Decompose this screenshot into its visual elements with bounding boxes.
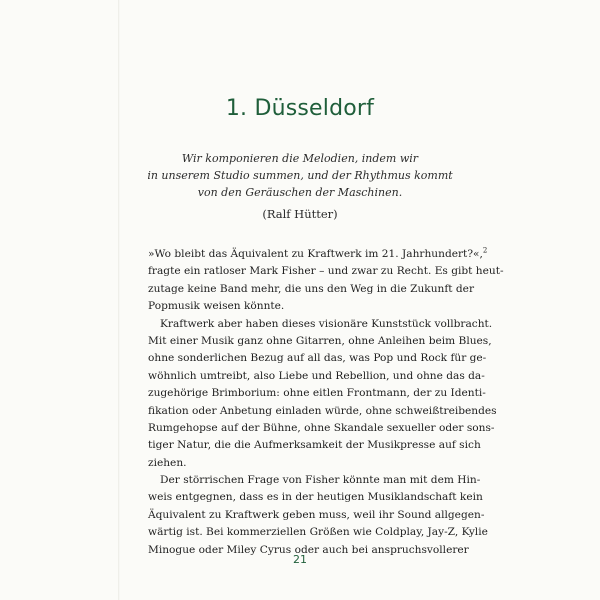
text-line: Minogue oder Miley Cyrus oder auch bei anspruchsvollerer: [148, 543, 469, 556]
text-line: [148, 246, 488, 263]
text-line: ohne sonderlichen Bezug auf all das, was Pop und Rock für ge-: [148, 352, 487, 365]
body-text: [148, 246, 504, 559]
page-gutter-shadow: [118, 0, 120, 600]
text-line: Kraftwerk aber haben dieses visionäre Kunststück vollbracht.: [160, 317, 493, 330]
text-line: Popmusik weisen könnte.: [148, 300, 285, 313]
page-number: 21: [293, 553, 307, 566]
paragraph-1: [148, 246, 504, 316]
chapter-title: 1. Düsseldorf: [225, 96, 375, 121]
text-line: zutage keine Band mehr, die uns den Weg in die Zukunft der: [148, 282, 475, 295]
footnote-ref[interactable]: 2: [482, 246, 488, 255]
epigraph-attribution: (Ralf Hütter): [262, 207, 338, 221]
text-line: zugehörige Brimborium: ohne eitlen Frontmann, der zu Identi-: [148, 387, 486, 400]
text-line: wärtig ist. Bei kommerziellen Größen wie Coldplay, Jay-Z, Kylie: [148, 526, 488, 539]
text-line: tiger Natur, die die Aufmerksamkeit der Musikpresse auf sich: [148, 439, 481, 452]
paragraph-3: [148, 472, 488, 559]
text-line: weis entgegnen, dass es in der heutigen Musiklandschaft kein: [148, 491, 483, 504]
text-line-content: »Wo bleibt das Äquivalent zu Kraftwerk im 21. Jahrhundert?«,: [148, 248, 483, 260]
text-line: Äquivalent zu Kraftwerk geben muss, weil ihr Sound allgegen-: [148, 508, 485, 521]
text-line: ziehen.: [148, 456, 187, 469]
text-line: Der störrischen Frage von Fisher könnte man mit dem Hin-: [160, 474, 481, 487]
text-line: fikation oder Anbetung einladen würde, ohne schweißtreibendes: [148, 404, 497, 417]
text-line: Rumgehopse auf der Bühne, ohne Skandale sexueller oder sons-: [148, 421, 495, 434]
epigraph-line-1: Wir komponieren die Melodien, indem wir: [181, 152, 419, 165]
paragraph-2: [148, 316, 497, 473]
epigraph-line-3: von den Geräuschen der Maschinen.: [197, 186, 403, 199]
text-line: fragte ein ratloser Mark Fisher – und zwar zu Recht. Es gibt heut-: [148, 265, 504, 278]
epigraph-line-2: in unserem Studio summen, und der Rhythmus kommt: [147, 169, 453, 182]
text-line: Mit einer Musik ganz ohne Gitarren, ohne Anleihen beim Blues,: [148, 334, 492, 347]
epigraph: [140, 150, 460, 201]
text-line: wöhnlich umtreibt, also Liebe und Rebellion, und ohne das da-: [148, 369, 485, 382]
